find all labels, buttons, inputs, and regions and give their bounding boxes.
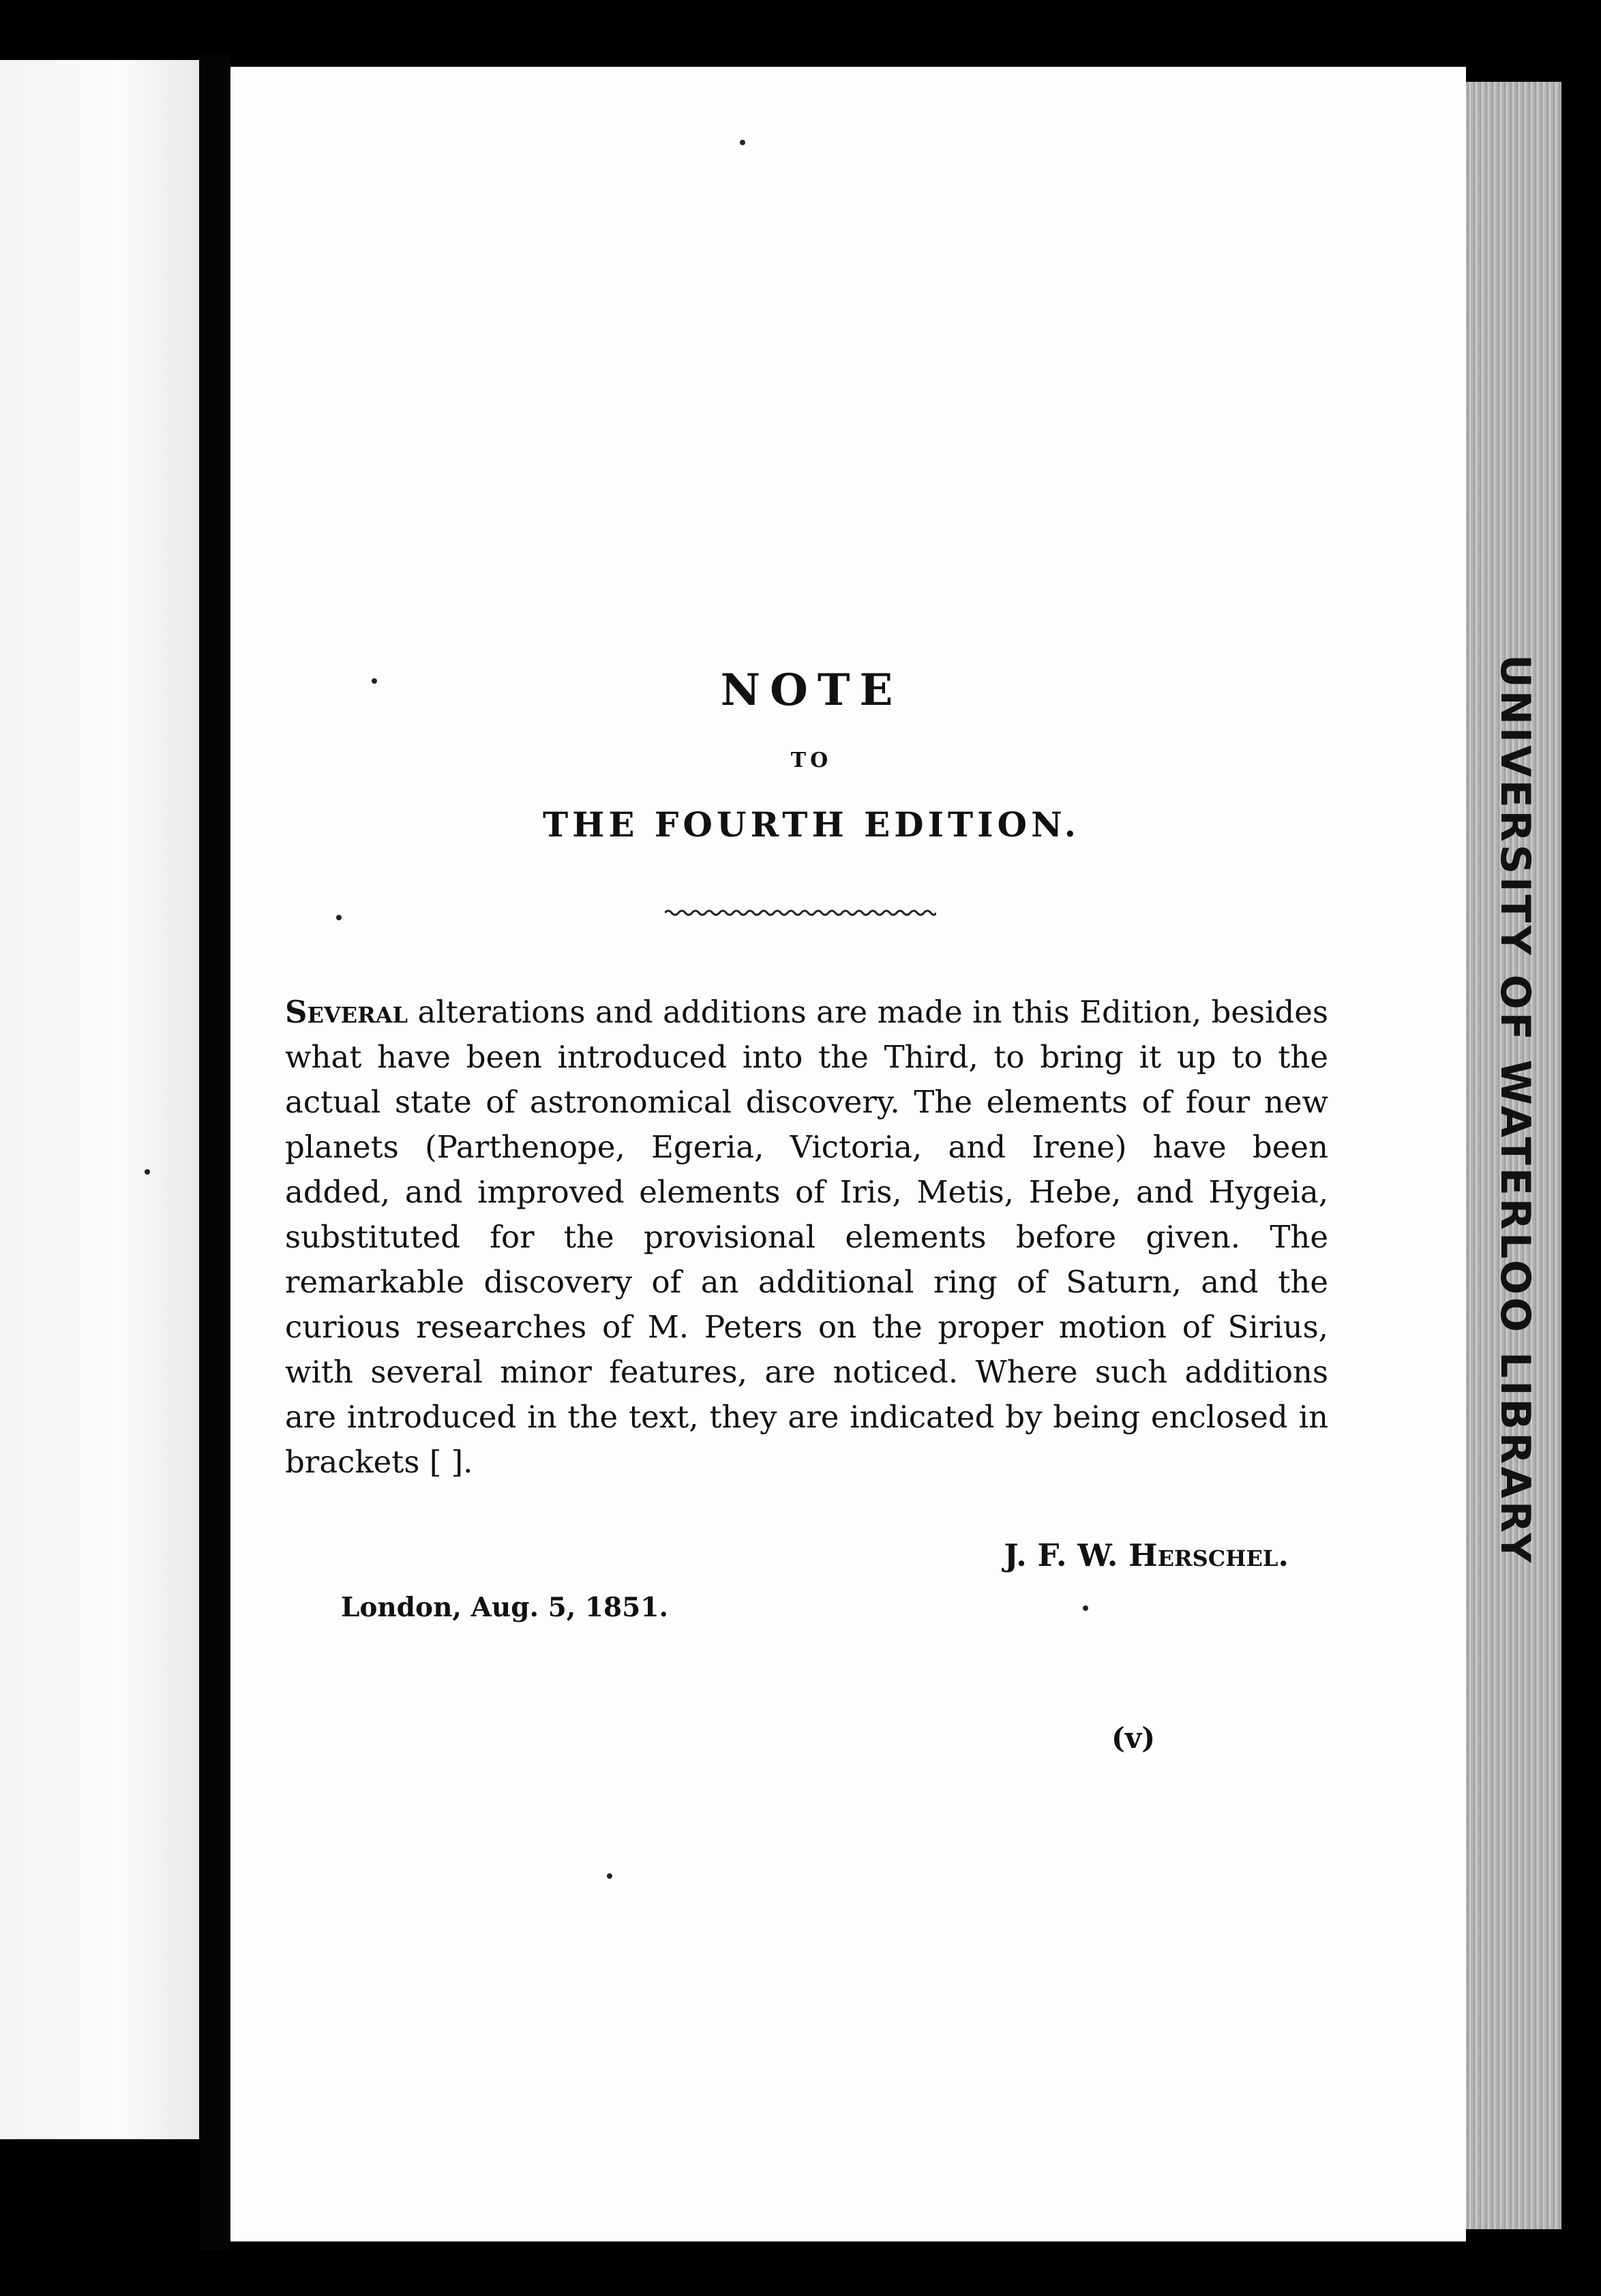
body-lead-word: Several: [285, 994, 408, 1030]
paper-speck: [372, 678, 377, 684]
author-initials: J. F. W.: [1004, 1537, 1129, 1573]
edition-heading: THE FOURTH EDITION.: [542, 804, 1081, 845]
page-number: (v): [1111, 1721, 1156, 1755]
author-signature: [852, 1537, 1289, 1573]
body-paragraph: [285, 990, 1328, 1485]
paper-speck: [740, 140, 745, 145]
paper-speck: [607, 1873, 612, 1879]
facing-page: [0, 60, 199, 2139]
body-text: alterations and additions are made in this Edition, besides what have been introduced into the Third, to bring it up to the actual state of astronomical discovery. The elements of four new planets (Parthenope, Egeria, Victoria, and Irene) have been added, and improved elements of Iris, Metis, Hebe, and Hygeia, substituted for the provisional elements before given. The remarkable discovery of an additional ring of Saturn, and the curious researches of M. Peters on the proper motion of Sirius, with several minor features, are noticed. Where such additions are introduced in the text, they are indicated by being enclosed in brackets [ ].: [285, 994, 1328, 1480]
author-surname: Herschel.: [1128, 1537, 1289, 1573]
note-to: TO: [790, 749, 833, 772]
library-stamp: [1481, 654, 1549, 1786]
dateline: London, Aug. 5, 1851.: [341, 1592, 669, 1623]
paper-speck: [145, 1169, 150, 1175]
book-gutter: [199, 55, 230, 2250]
paper-speck: [1083, 1605, 1088, 1611]
note-title: NOTE: [720, 665, 903, 716]
paper-speck: [336, 915, 342, 920]
decorative-rule: [665, 907, 936, 919]
library-stamp-text: UNIVERSITY OF WATERLOO LIBRARY: [1491, 654, 1539, 1566]
